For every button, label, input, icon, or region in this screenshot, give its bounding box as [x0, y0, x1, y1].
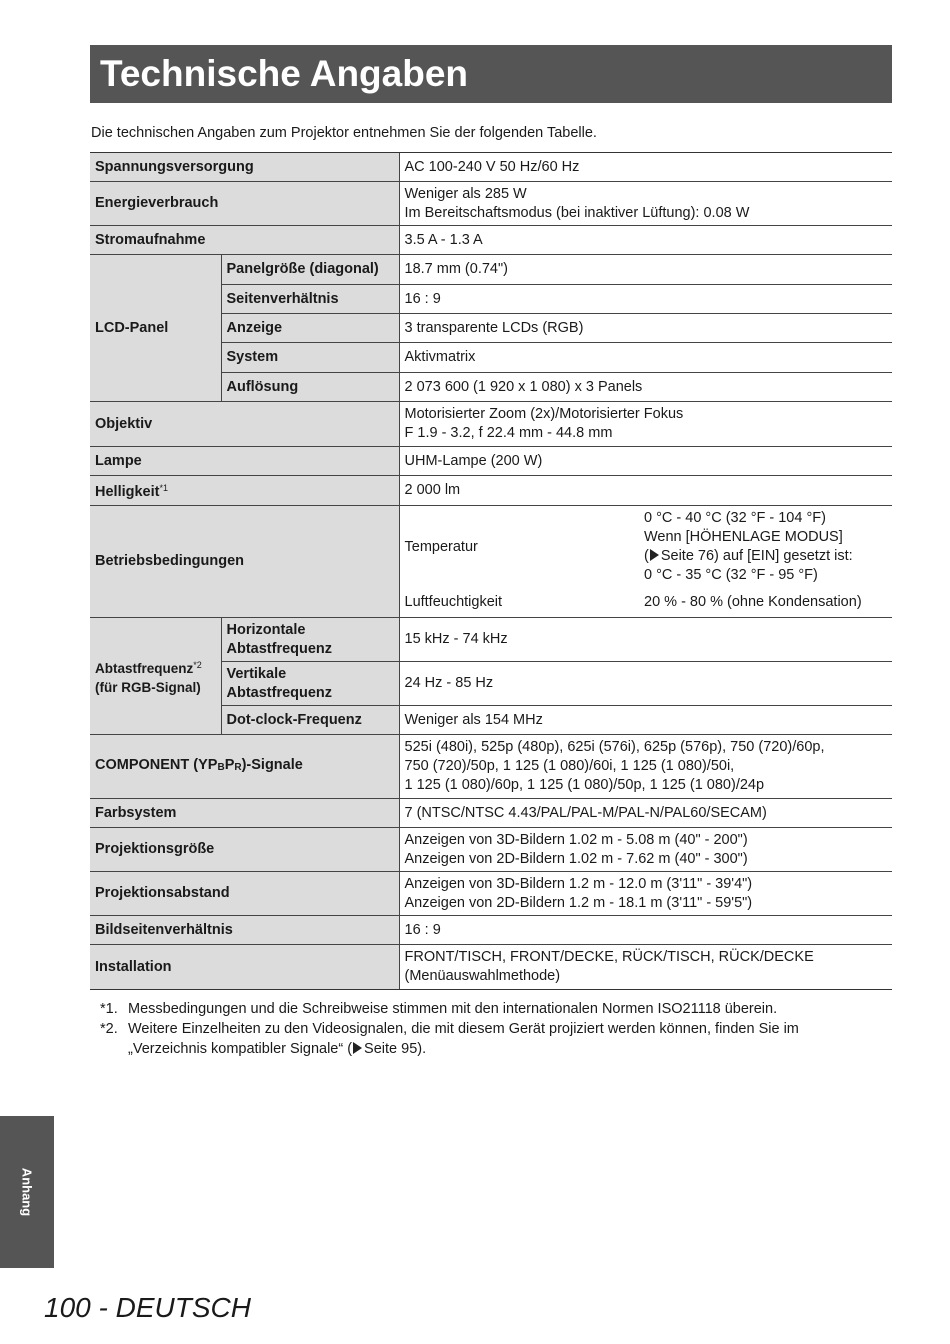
- table-row: [90, 182, 892, 226]
- page-footer: 100 - DEUTSCH: [44, 1292, 251, 1323]
- footnote-text-part: Seite 95).: [364, 1041, 427, 1057]
- value-line: Wenn [HÖHENLAGE MODUS]: [644, 529, 843, 546]
- label-text: P: [224, 757, 235, 773]
- value-line: 525i (480i), 525p (480p), 625i (576i), 625p (576p), 750 (720)/60p,: [404, 739, 825, 755]
- value-line: FRONT/TISCH, FRONT/DECKE, RÜCK/TISCH, RÜCK/DECKE: [404, 949, 814, 965]
- sub-label: [221, 618, 399, 662]
- row-label: [90, 618, 221, 735]
- row-value: 2 000 lm: [399, 476, 892, 506]
- sub-label: System: [221, 343, 399, 373]
- row-value: [399, 945, 892, 990]
- label-line: Abtastfrequenz: [226, 684, 333, 701]
- table-row: [90, 255, 892, 285]
- value-line: Anzeigen von 2D-Bildern 1.02 m - 7.62 m (40" - 300"): [404, 850, 748, 867]
- value-line: (Menüauswahlmethode): [404, 968, 561, 984]
- row-label: [90, 476, 399, 506]
- row-label: Spannungsversorgung: [90, 153, 399, 182]
- spec-table: [90, 152, 892, 990]
- sub-label: Panelgröße (diagonal): [221, 255, 399, 285]
- footnote-text-part: „Verzeichnis kompatibler Signale“ (: [128, 1041, 353, 1057]
- footnotes: [100, 999, 890, 1059]
- arrow-right-icon: [650, 549, 659, 561]
- table-row: [90, 618, 892, 662]
- row-label: Lampe: [90, 447, 399, 476]
- row-value: UHM-Lampe (200 W): [399, 447, 892, 476]
- label-line: (für RGB-Signal): [95, 679, 201, 695]
- row-label: Projektionsgröße: [90, 828, 399, 872]
- label-text: )-Signale: [241, 757, 303, 773]
- row-value: Aktivmatrix: [399, 343, 892, 373]
- table-row: [90, 872, 892, 916]
- label-line: Vertikale: [226, 665, 287, 682]
- row-value: AC 100-240 V 50 Hz/60 Hz: [399, 153, 892, 182]
- value-line: Weniger als 285 W: [404, 185, 527, 202]
- value-line: Motorisierter Zoom (2x)/Motorisierter Fokus: [404, 406, 684, 422]
- sub-label: Dot-clock-Frequenz: [221, 706, 399, 735]
- footnote: [100, 1019, 890, 1059]
- row-value: 15 kHz - 74 kHz: [399, 618, 892, 662]
- row-value: 3.5 A - 1.3 A: [399, 226, 892, 255]
- row-label: Objektiv: [90, 402, 399, 447]
- row-value: [399, 872, 892, 916]
- table-row: [90, 402, 892, 447]
- value-line: Anzeigen von 2D-Bildern 1.2 m - 18.1 m (3'11" - 59'5"): [404, 894, 753, 911]
- label-line: Abtastfrequenz: [226, 640, 333, 657]
- page-title: Technische Angaben: [90, 45, 892, 103]
- sub-label: Auflösung: [221, 373, 399, 402]
- row-label: Projektionsabstand: [90, 872, 399, 916]
- row-label: Stromaufnahme: [90, 226, 399, 255]
- footnote-text: [128, 1019, 890, 1059]
- humidity-label: Luftfeuchtigkeit: [399, 589, 639, 618]
- row-value: [399, 828, 892, 872]
- side-tab-label: Anhang: [19, 1167, 35, 1217]
- row-value: 16 : 9: [399, 916, 892, 945]
- value-line: 0 °C - 40 °C (32 °F - 104 °F): [644, 510, 826, 527]
- footnote-mark: *1: [159, 483, 168, 493]
- humidity-value: 20 % - 80 % (ohne Kondensation): [639, 589, 892, 618]
- label-text: COMPONENT (YP: [95, 757, 218, 773]
- row-value: [399, 735, 892, 799]
- row-value: 7 (NTSC/NTSC 4.43/PAL/PAL-M/PAL-N/PAL60/SECAM): [399, 799, 892, 828]
- arrow-right-icon: [353, 1042, 362, 1054]
- row-label: Bildseitenverhältnis: [90, 916, 399, 945]
- label-line: [95, 656, 216, 678]
- row-value: 24 Hz - 85 Hz: [399, 662, 892, 706]
- footnote-mark: *2: [193, 659, 202, 670]
- row-value: 16 : 9: [399, 285, 892, 314]
- table-row: [90, 153, 892, 182]
- row-value: 3 transparente LCDs (RGB): [399, 314, 892, 343]
- row-value: [399, 402, 892, 447]
- table-row: [90, 916, 892, 945]
- footnote-mark: *2.: [100, 1021, 118, 1037]
- value-line: 0 °C - 35 °C (32 °F - 95 °F): [644, 567, 818, 584]
- row-value: 18.7 mm (0.74"): [399, 255, 892, 285]
- value-line: [644, 547, 887, 566]
- table-row: [90, 799, 892, 828]
- table-row: [90, 447, 892, 476]
- value-line: Anzeigen von 3D-Bildern 1.02 m - 5.08 m (40" - 200"): [404, 831, 748, 848]
- table-row: [90, 945, 892, 990]
- label-sub: B: [217, 762, 225, 773]
- paren: (: [644, 548, 649, 565]
- footnote-mark: *1.: [100, 1001, 118, 1017]
- sub-label: Anzeige: [221, 314, 399, 343]
- row-value: [399, 182, 892, 226]
- value-line: 1 125 (1 080)/60p, 1 125 (1 080)/50p, 1 125 (1 080)/24p: [404, 777, 765, 793]
- row-label: Installation: [90, 945, 399, 990]
- table-row: [90, 828, 892, 872]
- value-text: Seite 76) auf [EIN] gesetzt ist:: [660, 548, 853, 565]
- table-row: [90, 226, 892, 255]
- row-value: Weniger als 154 MHz: [399, 706, 892, 735]
- footnote: [100, 999, 890, 1019]
- value-line: F 1.9 - 3.2, f 22.4 mm - 44.8 mm: [404, 425, 613, 441]
- temperature-label: Temperatur: [399, 506, 639, 589]
- row-value: 2 073 600 (1 920 x 1 080) x 3 Panels: [399, 373, 892, 402]
- value-line: Im Bereitschaftsmodus (bei inaktiver Lüftung): 0.08 W: [404, 204, 750, 221]
- value-line: Anzeigen von 3D-Bildern 1.2 m - 12.0 m (3'11" - 39'4"): [404, 875, 753, 892]
- label-text: Abtastfrequenz: [95, 660, 194, 676]
- temperature-value: [639, 506, 892, 589]
- footnote-text: Messbedingungen und die Schreibweise stimmen mit den internationalen Normen ISO21118 überein.: [128, 1001, 778, 1017]
- value-line: 750 (720)/50p, 1 125 (1 080)/60i, 1 125 (1 080)/50i,: [404, 758, 735, 774]
- intro-text: Die technischen Angaben zum Projektor entnehmen Sie der folgenden Tabelle.: [91, 125, 597, 141]
- label-line: Horizontale: [226, 621, 306, 638]
- row-label: LCD-Panel: [90, 255, 221, 402]
- side-tab: [0, 1116, 54, 1268]
- label-text: Helligkeit: [95, 484, 160, 500]
- table-row: [90, 506, 892, 589]
- table-row: [90, 735, 892, 799]
- row-label: [90, 735, 399, 799]
- row-label: Farbsystem: [90, 799, 399, 828]
- sub-label: [221, 662, 399, 706]
- table-row: [90, 476, 892, 506]
- footnote-line: Weitere Einzelheiten zu den Videosignalen, die mit diesem Gerät projiziert werden können, finden Sie im: [128, 1021, 799, 1037]
- footnote-line: [128, 1039, 890, 1059]
- row-label: Betriebsbedingungen: [90, 506, 399, 618]
- sub-label: Seitenverhältnis: [221, 285, 399, 314]
- row-label: Energieverbrauch: [90, 182, 399, 226]
- label-sub: R: [234, 762, 242, 773]
